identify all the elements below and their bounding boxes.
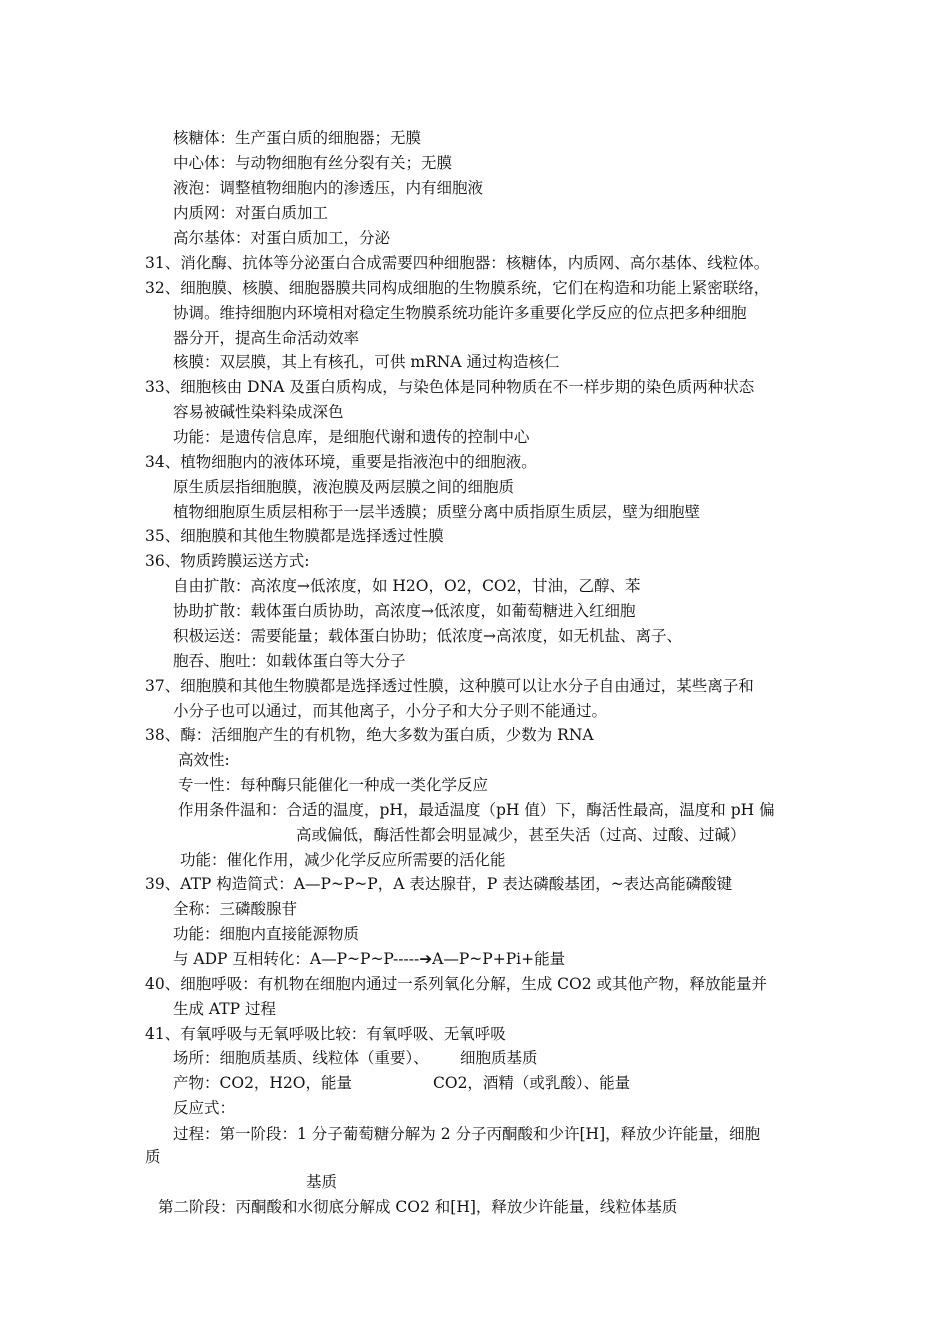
text-line: 34、植物细胞内的液体环境，重要是指液泡中的细胞液。 <box>145 453 537 471</box>
text-line: 35、细胞膜和其他生物膜都是选择透过性膜 <box>145 527 444 545</box>
text-line: 反应式： <box>173 1099 236 1117</box>
text-line: 基质 <box>306 1173 338 1191</box>
text-line: 液泡：调整植物细胞内的渗透压，内有细胞液 <box>173 179 484 197</box>
text-line: 协助扩散：载体蛋白质协助，高浓度→低浓度，如葡萄糖进入红细胞 <box>173 602 636 620</box>
text-line: 自由扩散：高浓度→低浓度，如 H2O，O2，CO2，甘油，乙醇、苯 <box>173 577 641 595</box>
text-line: 协调。维持细胞内环境相对稳定生物膜系统功能许多重要化学反应的位点把多种细胞 <box>173 304 747 322</box>
text-line: 功能：细胞内直接能源物质 <box>173 925 360 943</box>
text-line: 31、消化酶、抗体等分泌蛋白合成需要四种细胞器：核糖体，内质网、高尔基体、线粒体。 <box>145 254 770 272</box>
text-line: 场所：细胞质基质、线粒体（重要）、 <box>173 1049 429 1067</box>
text-line: 植物细胞原生质层相称于一层半透膜；质壁分离中质指原生质层，壁为细胞壁 <box>173 503 701 521</box>
text-line: 功能：催化作用，减少化学反应所需要的活化能 <box>180 851 506 869</box>
text-line: 与 ADP 互相转化：A—P~P~P-----➔A—P~P+Pi+能量 <box>173 950 566 968</box>
text-line: 积极运送：需要能量；载体蛋白协助；低浓度→高浓度，如无机盐、离子、 <box>173 627 682 645</box>
text-line: 核糖体：生产蛋白质的细胞器；无膜 <box>173 129 422 147</box>
text-line: 36、物质跨膜运送方式: <box>145 552 310 570</box>
text-line: 容易被碱性染料染成深色 <box>173 403 344 421</box>
text-line: CO2，酒精（或乳酸）、能量 <box>433 1074 631 1092</box>
text-line: 高尔基体：对蛋白质加工，分泌 <box>173 229 391 247</box>
text-line: 高效性: <box>178 751 230 769</box>
text-line: 胞吞、胞吐：如载体蛋白等大分子 <box>173 652 406 670</box>
text-line: 器分开，提高生命活动效率 <box>173 329 360 347</box>
text-line: 功能：是遗传信息库，是细胞代谢和遗传的控制中心 <box>173 428 530 446</box>
text-line: 中心体：与动物细胞有丝分裂有关；无膜 <box>173 154 453 172</box>
text-line: 32、细胞膜、核膜、细胞器膜共同构成细胞的生物膜系统，它们在构造和功能上紧密联络， <box>145 279 770 297</box>
text-line: 内质网：对蛋白质加工 <box>173 204 329 222</box>
text-line: 产物：CO2，H2O，能量 <box>173 1074 353 1092</box>
text-line: 质 <box>145 1148 161 1166</box>
text-line: 作用条件温和：合适的温度，pH，最适温度（pH 值）下，酶活性最高，温度和 pH 偏 <box>178 801 775 819</box>
text-line: 33、细胞核由 DNA 及蛋白质构成，与染色体是同种物质在不一样步期的染色质两种状态 <box>145 378 755 396</box>
text-line: 专一性：每种酶只能催化一种成一类化学反应 <box>178 776 489 794</box>
text-line: 核膜：双层膜，其上有核孔，可供 mRNA 通过构造核仁 <box>173 353 560 371</box>
text-line: 全称：三磷酸腺苷 <box>173 900 298 918</box>
text-line: 小分子也可以通过，而其他离子，小分子和大分子则不能通过。 <box>173 702 608 720</box>
text-line: 39、ATP 构造简式：A—P~P~P，A 表达腺苷，P 表达磷酸基团，~表达高能磷酸键 <box>145 875 733 893</box>
text-line: 过程：第一阶段：1 分子葡萄糖分解为 2 分子丙酮酸和少许[H]，释放少许能量，细胞 <box>173 1125 761 1143</box>
text-line: 40、细胞呼吸：有机物在细胞内通过一系列氧化分解，生成 CO2 或其他产物，释放能量并 <box>145 975 768 993</box>
text-line: 细胞质基质 <box>460 1049 538 1067</box>
text-line: 41、有氧呼吸与无氧呼吸比较：有氧呼吸、无氧呼吸 <box>145 1025 506 1043</box>
text-line: 38、酶：活细胞产生的有机物，绝大多数为蛋白质，少数为 RNA <box>145 726 594 744</box>
text-line: 第二阶段：丙酮酸和水彻底分解成 CO2 和[H]，释放少许能量，线粒体基质 <box>158 1198 678 1216</box>
text-line: 37、细胞膜和其他生物膜都是选择透过性膜，这种膜可以让水分子自由通过，某些离子和 <box>145 677 754 695</box>
text-line: 高或偏低，酶活性都会明显减少，甚至失活（过高、过酸、过碱） <box>296 826 746 844</box>
text-line: 原生质层指细胞膜，液泡膜及两层膜之间的细胞质 <box>173 478 515 496</box>
text-line: 生成 ATP 过程 <box>173 1000 276 1018</box>
